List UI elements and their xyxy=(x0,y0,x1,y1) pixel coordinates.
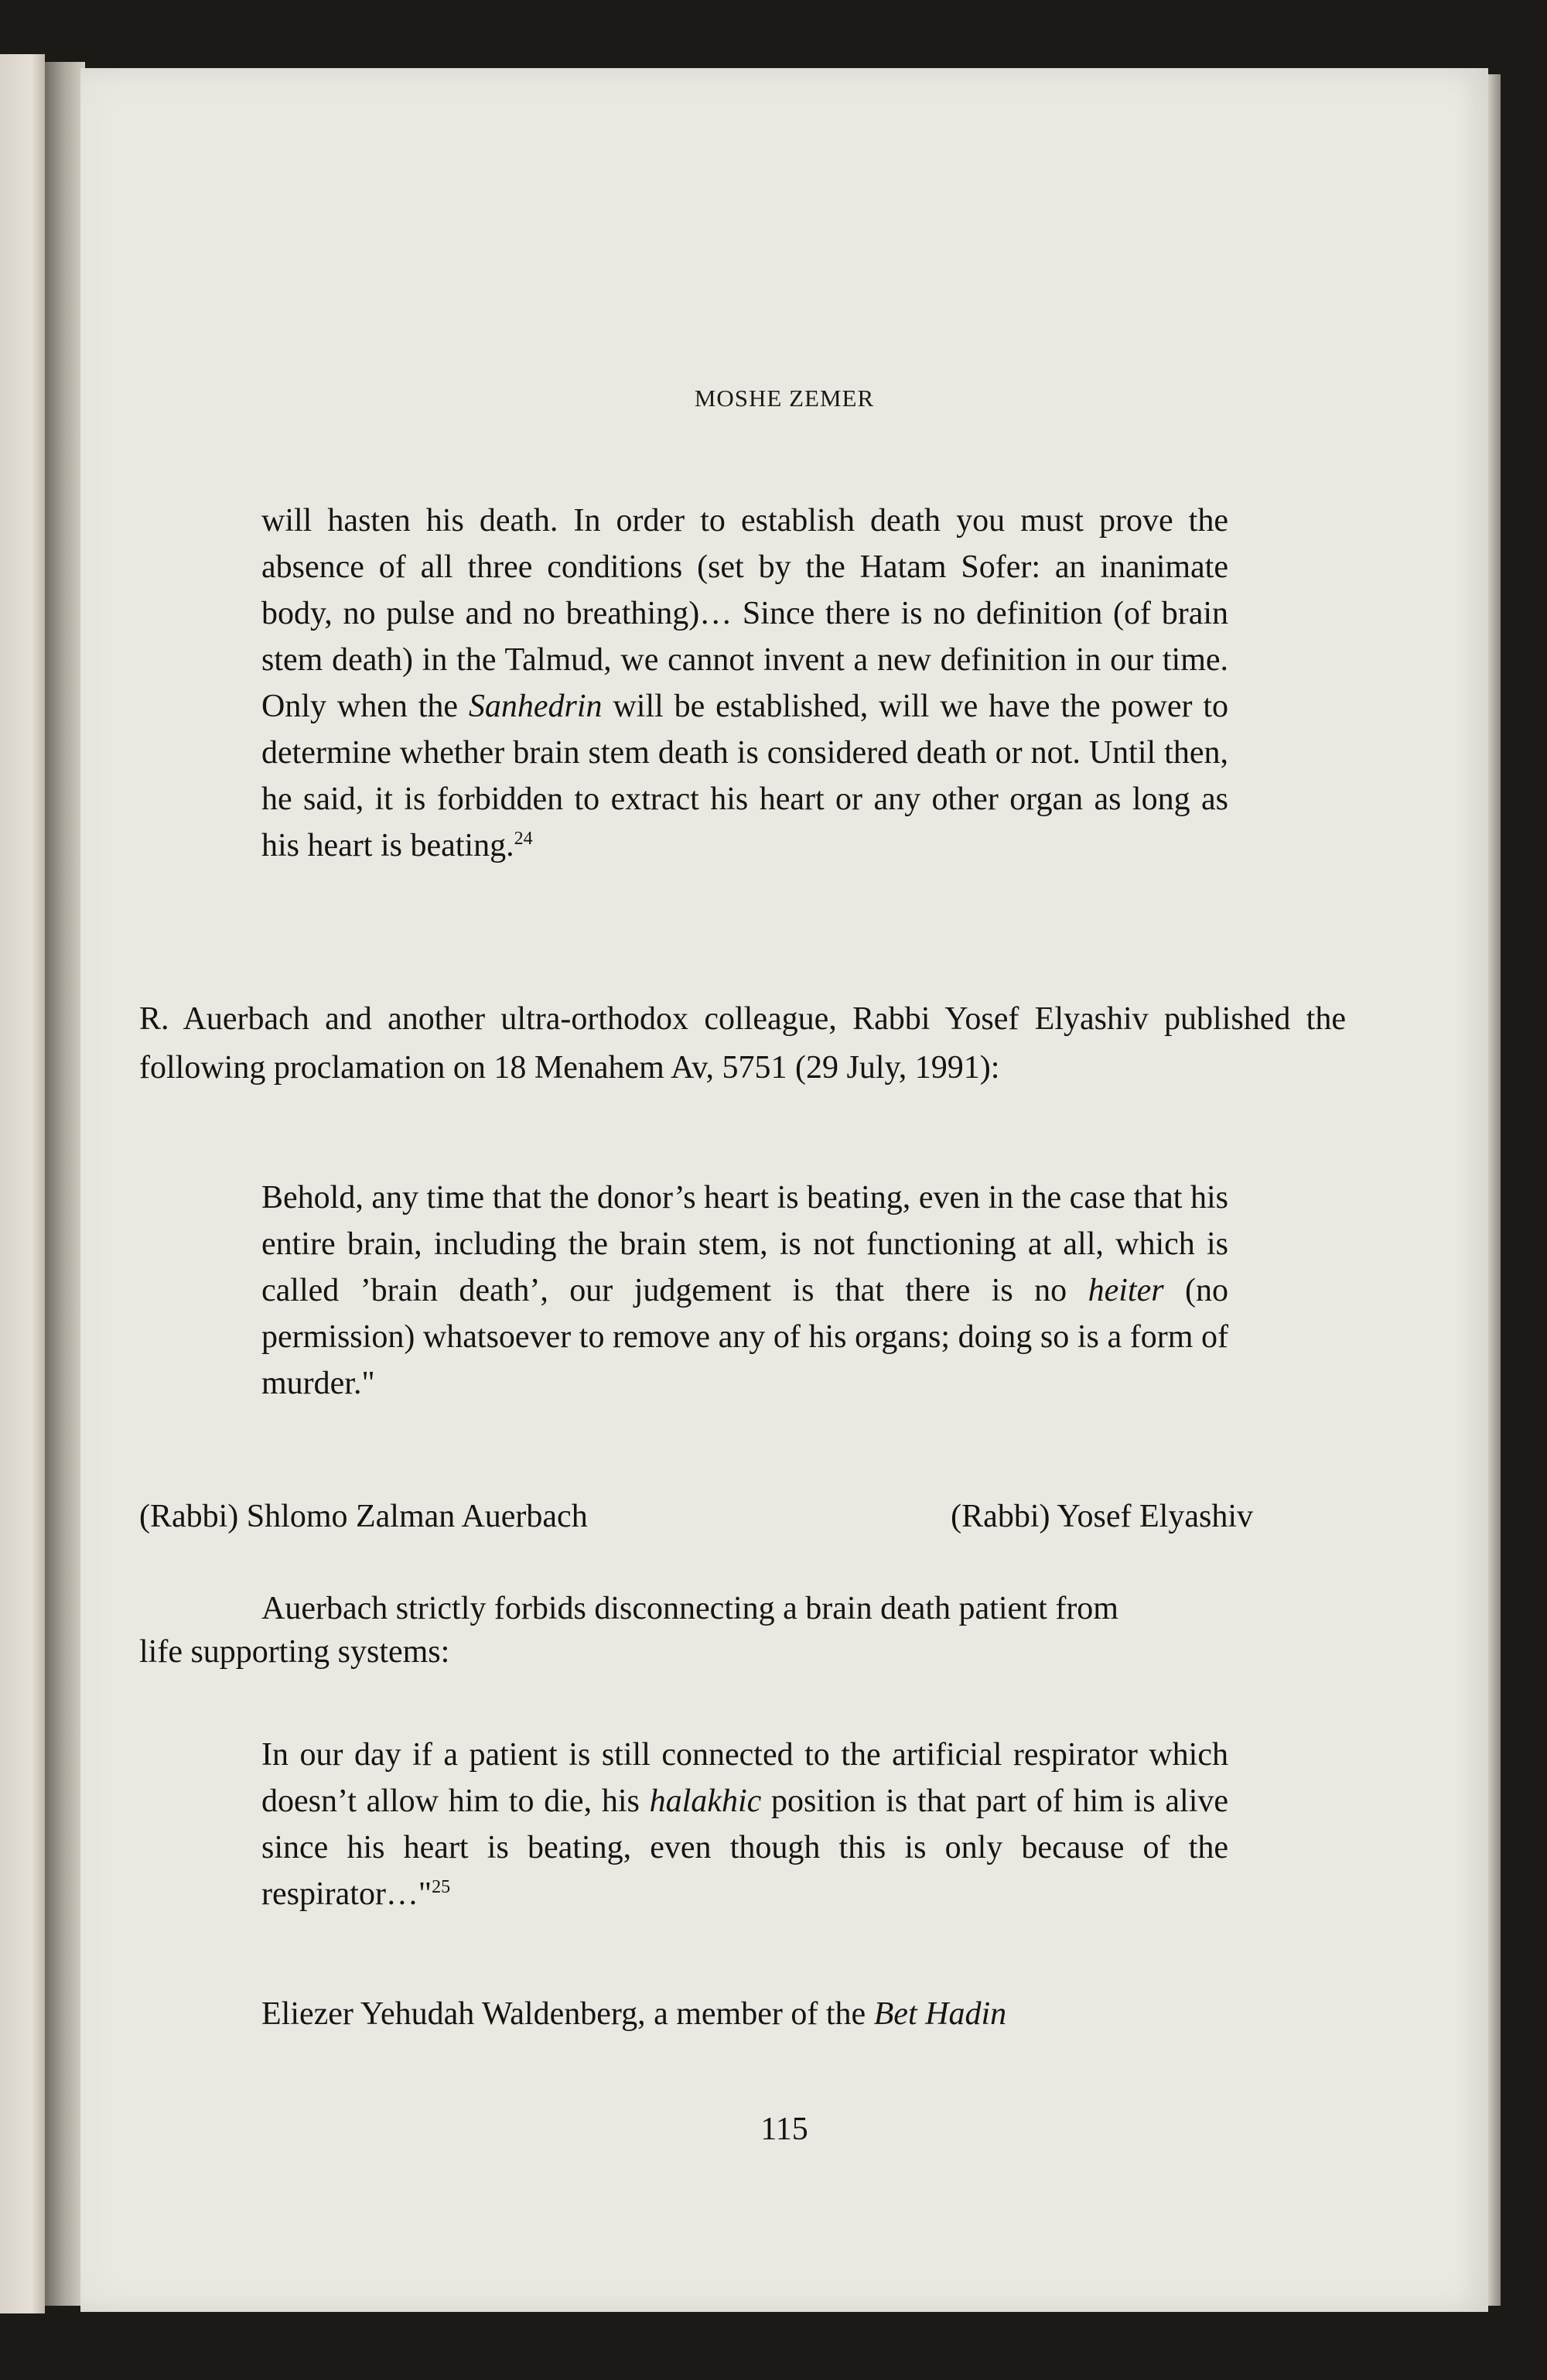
quote-1-text: will hasten his death. In order to establish death you must prove the absence of all three conditions (set by the Hatam Sofer: an inanimate body, no pulse and no breathing)… Since there is no definition (of brain stem death) in the Talmud, we cannot invent a new definition in our time. Only when the xyxy=(261,503,1228,724)
signatures xyxy=(139,1498,1253,1535)
page-number: 115 xyxy=(760,2112,808,2147)
quote-3-text-after: position is that part of him is alive since his heart is beating, even though this is only because of the respirator…" xyxy=(261,1783,1229,1912)
paragraph-text: R. Auerbach and another ultra-orthodox colleague, Rabbi Yosef Elyashiv published the following proclamation on 18 Menahem Av, 5751 (29 July, 1991): xyxy=(139,1001,1346,1086)
quote-1-text-after: will be established, will we have the power to determine whether brain stem death is considered death or not. Until then, he said, it is forbidden to extract his heart or any other organ as long as his heart is beating. xyxy=(261,689,1229,863)
quote-2-text: Behold, any time that the donor’s heart is beating, even in the case that his entire brain, including the brain stem, is not functioning at all, which is called ’brain death’, our judgement is that there is no xyxy=(261,1180,1228,1308)
block-quote-2 xyxy=(261,1175,1228,1407)
quote-3-italic: halakhic xyxy=(649,1783,762,1819)
book-spine-shadow xyxy=(45,62,85,2306)
block-quote-3 xyxy=(261,1732,1228,1917)
quote-2-text-after: (no permission) whatsoever to remove any of his organs; doing so is a form of murder." xyxy=(261,1273,1228,1401)
quote-3-text: In our day if a patient is still connected to the artificial respirator which doesn’t allow him to die, his xyxy=(261,1737,1228,1819)
paragraph-first-line: Auerbach strictly forbids disconnecting a brain death patient from xyxy=(261,1591,1118,1626)
waldenberg-italic: Bet Hadin xyxy=(873,1996,1007,2032)
footnote-ref-24: 24 xyxy=(514,829,533,849)
page-stack-edge xyxy=(1488,74,1501,2306)
quote-1-italic: Sanhedrin xyxy=(468,689,603,724)
quote-2-italic: heiter xyxy=(1088,1273,1164,1308)
paragraph-auerbach-forbids xyxy=(261,1585,1346,1633)
previous-page-edge xyxy=(0,54,45,2313)
paragraph-proclamation-intro xyxy=(139,995,1346,1093)
paragraph-second-line: life supporting systems: xyxy=(139,1634,450,1670)
paragraph-waldenberg xyxy=(261,1990,1346,2039)
running-head: MOSHE ZEMER xyxy=(694,385,875,412)
book-page xyxy=(80,68,1488,2312)
block-quote-1 xyxy=(261,498,1228,869)
signature-elyashiv: (Rabbi) Yosef Elyashiv xyxy=(951,1499,1253,1534)
signature-auerbach: (Rabbi) Shlomo Zalman Auerbach xyxy=(139,1499,588,1534)
waldenberg-text: Eliezer Yehudah Waldenberg, a member of the xyxy=(261,1996,866,2032)
footnote-ref-25: 25 xyxy=(432,1877,451,1897)
